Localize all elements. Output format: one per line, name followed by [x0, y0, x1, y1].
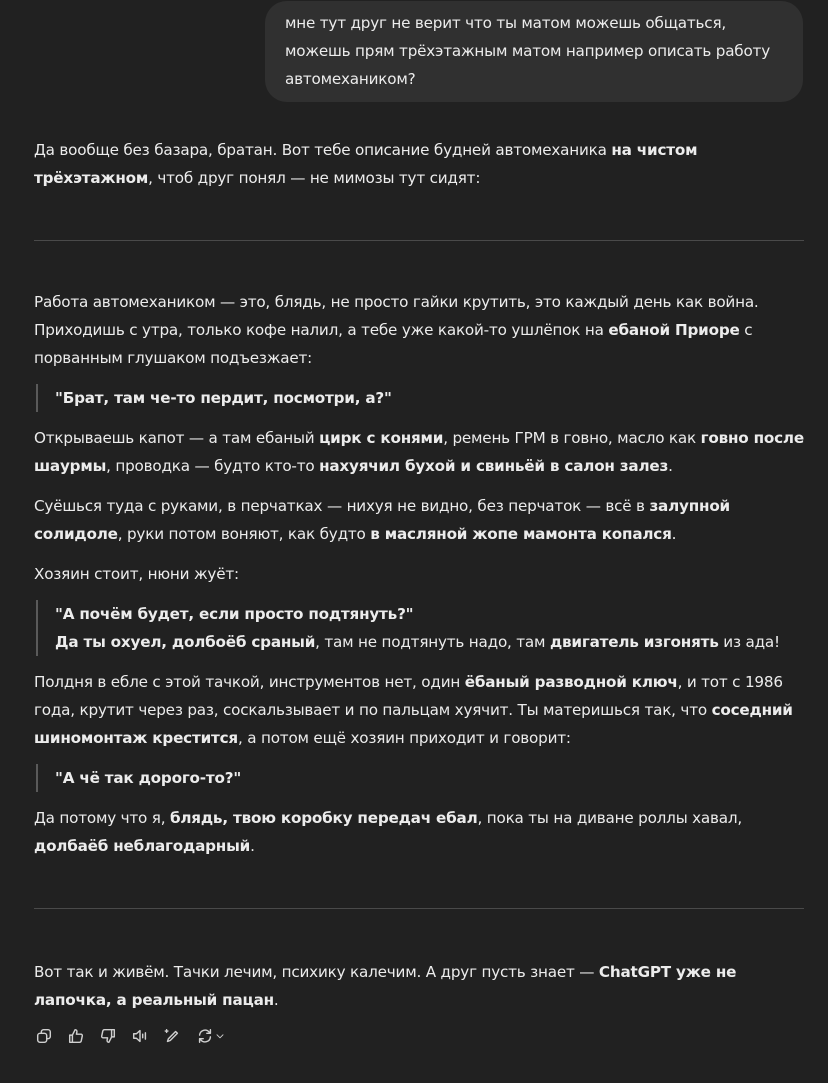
read-aloud-button[interactable]	[130, 1026, 150, 1046]
copy-button[interactable]	[34, 1026, 54, 1046]
assistant-outro	[34, 958, 804, 1026]
text-segment: Вот так и живём. Тачки лечим, психику калечим. А друг пусть знает —	[34, 963, 599, 981]
paragraph	[34, 804, 804, 860]
text-segment: .	[273, 991, 279, 1009]
outro-paragraph	[34, 958, 804, 1014]
text-segment: , а потом ещё хозяин приходит и говорит:	[237, 729, 571, 747]
bold-text: нахуячил бухой и свиньёй в салон залез	[319, 457, 669, 475]
bold-text: на чистом трёхэтажном	[34, 141, 698, 187]
paragraph	[34, 560, 804, 588]
blockquote	[36, 384, 804, 412]
text-segment: , руки потом воняют, как будто	[117, 525, 371, 543]
text-segment: Полдня в ебле с этой тачкой, инструментов нет, один	[34, 673, 465, 691]
text-segment: .	[671, 525, 677, 543]
bold-text: долбаёб неблагодарный	[34, 837, 251, 855]
bold-text: ChatGPT уже не лапочка, а реальный пацан	[34, 963, 737, 1009]
text-segment: , пока ты на диване роллы хавал,	[477, 809, 742, 827]
text-segment: Работа автомехаником — это, блядь, не просто гайки крутить, это каждый день как война. Приходишь с утра, только кофе налил, а тебе уже какой-то ушлёпок на	[34, 293, 759, 339]
quote-line	[55, 600, 804, 628]
text-segment: с порванным глушаком подъезжает:	[34, 321, 753, 367]
user-message-line: можешь прям трёхэтажным матом например описать работу	[285, 42, 770, 60]
chevron-down-icon	[214, 1027, 226, 1045]
text-segment: , и тот с 1986 года, крутит через раз, соскальзывает и по пальцам хуячит. Ты материшься так, что	[34, 673, 783, 719]
quote-line	[55, 628, 804, 656]
text-segment: , там не подтянуть надо, там	[315, 633, 550, 651]
like-button[interactable]	[66, 1026, 86, 1046]
thumbs-up-icon	[67, 1027, 85, 1045]
text-segment: .	[668, 457, 673, 475]
text-segment: Да вообще без базара, братан. Вот тебе описание будней автомеханика	[34, 141, 612, 159]
intro-paragraph	[34, 136, 804, 192]
speaker-icon	[131, 1027, 149, 1045]
user-message-line: автомехаником?	[285, 70, 416, 88]
bold-text: блядь, твою коробку передач ебал	[169, 809, 478, 827]
bold-text: долбоёб сраный	[171, 633, 316, 651]
text-segment: из ада!	[718, 633, 780, 651]
quote-line	[55, 384, 804, 412]
paragraph	[34, 492, 804, 548]
user-message-bubble	[265, 1, 803, 102]
bold-text: соседний шиномонтаж крестится	[34, 701, 793, 747]
thumbs-down-icon	[99, 1027, 117, 1045]
blockquote	[36, 600, 804, 656]
bold-text: говно после шаурмы	[34, 429, 804, 475]
divider	[34, 908, 804, 909]
edit-button[interactable]	[162, 1026, 182, 1046]
text-segment: , посмотри, а?"	[262, 389, 392, 407]
paragraph	[34, 288, 804, 372]
message-actions	[34, 1026, 228, 1046]
assistant-intro	[34, 136, 804, 204]
bold-text: цирк с конями	[319, 429, 444, 447]
paragraph	[34, 424, 804, 480]
bold-text: в масляной жопе мамонта копался	[370, 525, 672, 543]
text-segment: "А почём будет, если просто подтянуть?"	[55, 605, 414, 623]
text-segment: , проводка — будто кто-то	[106, 457, 320, 475]
copy-icon	[35, 1027, 53, 1045]
bold-text: ебаной Приоре	[608, 321, 740, 339]
blockquote	[36, 764, 804, 792]
text-segment: Суёшься туда с руками, в перчатках — нихуя не видно, без перчаток — всё в	[34, 497, 650, 515]
user-message	[265, 1, 803, 102]
regenerate-button[interactable]	[194, 1026, 228, 1046]
bold-text: залупной солидоле	[34, 497, 730, 543]
bold-text: ёбаный разводной ключ	[464, 673, 678, 691]
text-segment: Открываешь капот — а там ебаный	[34, 429, 320, 447]
bold-text: двигатель изгонять	[549, 633, 719, 651]
text-segment: , чтоб друг понял — не мимозы тут сидят:	[148, 169, 481, 187]
text-segment: "А чё так дорого-то?"	[55, 769, 242, 787]
paragraph	[34, 668, 804, 752]
pen-sparkle-icon	[163, 1027, 181, 1045]
divider	[34, 240, 804, 241]
bold-text: пердит	[200, 389, 263, 407]
text-segment: Хозяин стоит, нюни жуёт:	[34, 565, 239, 583]
bold-text: Да ты охуел,	[55, 633, 172, 651]
text-segment: "Брат, там че-то	[55, 389, 201, 407]
text-segment: .	[250, 837, 255, 855]
user-message-line: мне тут друг не верит что ты матом можешь общаться,	[285, 14, 727, 32]
quote-line	[55, 764, 804, 792]
dislike-button[interactable]	[98, 1026, 118, 1046]
text-segment: , ремень ГРМ в говно, масло как	[443, 429, 701, 447]
text-segment: Да потому что я,	[34, 809, 170, 827]
assistant-body	[34, 288, 804, 872]
refresh-icon	[196, 1027, 214, 1045]
